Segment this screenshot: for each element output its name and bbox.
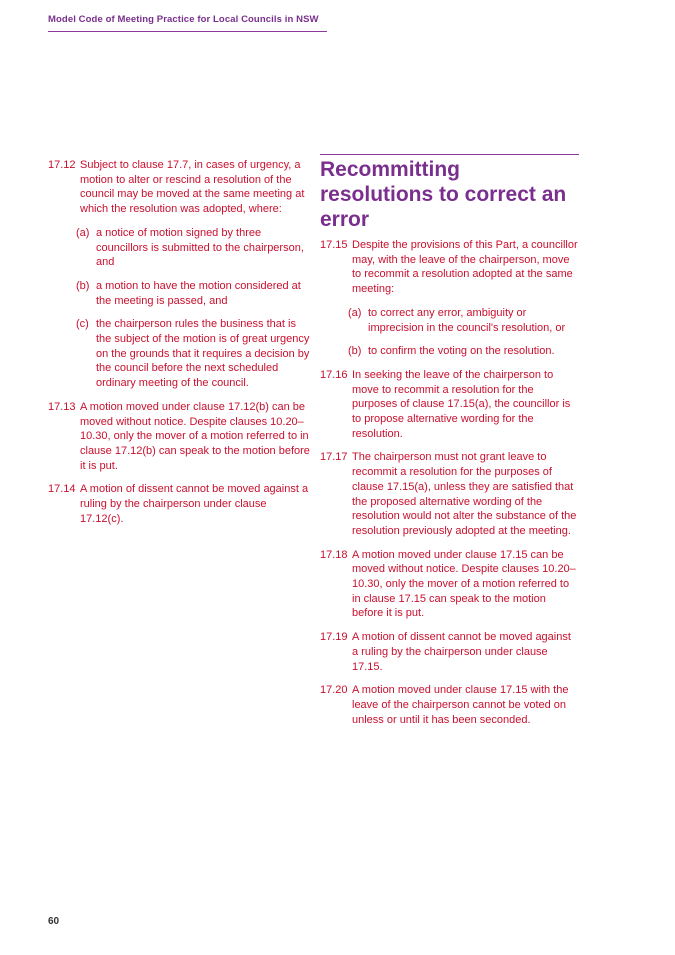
clause-number: 17.19 <box>320 631 348 644</box>
clause-text: Subject to clause 17.7, in cases of urgency, a motion to alter or rescind a resolution of the council may be moved at the same meeting at which the resolution was adopted, where: <box>80 159 305 216</box>
clause-text: A motion of dissent cannot be moved against a ruling by the chairperson under clause 17.12(c). <box>80 483 309 525</box>
sub-clause-a <box>76 226 310 270</box>
sub-clause-a <box>348 306 579 335</box>
clause-text: A motion moved under clause 17.12(b) can be moved without notice. Despite clauses 10.20–10.30, only the mover of a motion referred to in clause 17.12(b) can speak to the motion before it is put. <box>80 400 310 472</box>
clause-text: A motion moved under clause 17.15 can be moved without notice. Despite clauses 10.20–10.30, only the mover of a motion referred to in clause 17.15 can speak to the motion before it is put. <box>352 548 576 620</box>
sub-clause-text: to confirm the voting on the resolution. <box>368 345 555 358</box>
sub-clause-label: (b) <box>348 345 362 358</box>
clause-17-12 <box>48 158 310 391</box>
clause-number: 17.13 <box>48 400 76 413</box>
clause-text: In seeking the leave of the chairperson to move to recommit a resolution for the purposes of clause 17.15(a), the councillor is to propose alternative wording for the resolution. <box>352 368 571 440</box>
sub-clause-b <box>348 344 579 359</box>
sub-clause-text: to correct any error, ambiguity or imprecision in the council's resolution, or <box>368 306 566 334</box>
clause-text: Despite the provisions of this Part, a councillor may, with the leave of the chairperson, move to recommit a resolution adopted at the same meeting: <box>352 239 578 296</box>
clause-17-14 <box>48 482 310 526</box>
clause-number: 17.17 <box>320 451 348 464</box>
clause-text: A motion moved under clause 17.15 with the leave of the chairperson cannot be voted on unless or until it has been seconded. <box>352 684 569 726</box>
clause-number: 17.12 <box>48 159 76 171</box>
clause-17-13 <box>48 400 310 474</box>
clause-17-16 <box>320 368 579 442</box>
clause-number: 17.16 <box>320 368 348 381</box>
clause-17-15 <box>320 238 579 359</box>
sub-clause-label: (c) <box>76 318 89 331</box>
page-number: 60 <box>48 916 60 927</box>
clause-17-19 <box>320 630 579 674</box>
sub-clause-b <box>76 279 310 308</box>
clause-number: 17.14 <box>48 483 76 496</box>
sub-clause-label: (a) <box>76 226 90 239</box>
running-header: Model Code of Meeting Practice for Local Councils in NSW <box>48 14 327 32</box>
sub-clause-text: a motion to have the motion considered at the meeting is passed, and <box>96 279 301 307</box>
sub-clause-text: the chairperson rules the business that is the subject of the motion is of great urgency on the grounds that it requires a decision by the council before the next scheduled ordinary meeting of the council. <box>96 318 310 390</box>
sub-clause-c <box>76 317 310 391</box>
clause-text: The chairperson must not grant leave to recommit a resolution for the purposes of clause 17.15(a), unless they are satisfied that the proposed alternative wording of the resolution would not alter the substance of the resolution previously adopted at the meeting. <box>352 451 577 537</box>
clause-number: 17.18 <box>320 548 348 561</box>
left-column <box>48 158 310 535</box>
clause-number: 17.20 <box>320 684 348 697</box>
clause-text: A motion of dissent cannot be moved against a ruling by the chairperson under clause 17.15. <box>352 631 571 673</box>
clause-17-18 <box>320 548 579 622</box>
sub-clause-label: (b) <box>76 279 90 292</box>
clause-number: 17.15 <box>320 239 348 251</box>
sub-clause-label: (a) <box>348 306 362 319</box>
clause-17-20 <box>320 683 579 727</box>
clause-17-17 <box>320 450 579 538</box>
right-column <box>320 154 579 736</box>
sub-clause-text: a notice of motion signed by three councillors is submitted to the chairperson, and <box>96 226 304 269</box>
section-title: Recommitting resolutions to correct an error <box>320 158 567 231</box>
